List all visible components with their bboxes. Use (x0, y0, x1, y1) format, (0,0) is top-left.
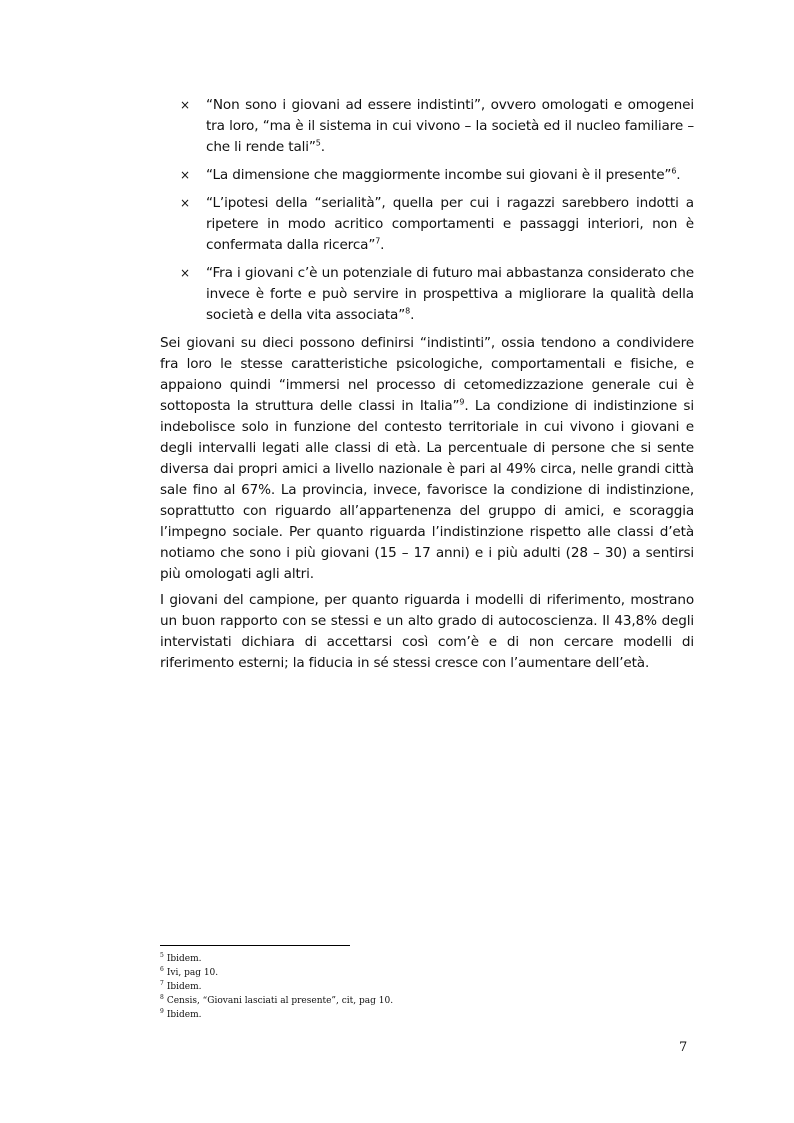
footnote (160, 994, 393, 1008)
footnote-number: 6 (160, 966, 164, 973)
page-number: 7 (679, 1040, 688, 1055)
footnote (160, 952, 393, 966)
list-item-tail: . (676, 167, 681, 183)
footnote-ref: 5 (315, 138, 321, 148)
list-item (160, 263, 694, 326)
list-item-tail: . (320, 139, 325, 155)
body-paragraph (160, 333, 694, 585)
footnote-text: Ibidem. (166, 954, 202, 964)
list-item (160, 193, 694, 256)
footnote (160, 1008, 393, 1022)
paragraph-text: Sei giovani su dieci possono definirsi “indistinti”, ossia tendono a condividere fra loro le stesse caratteristiche psicologiche, comportamentali e fisiche, e appaiono quindi “immersi nel processo di cetomedizzazione generale cui è sottoposta la struttura delle classi in Italia” (160, 335, 694, 414)
footnote-text: Censis, “Giovani lasciati al presente”, cit, pag 10. (166, 996, 394, 1006)
list-item-text: “Fra i giovani c’è un potenziale di futuro mai abbastanza considerato che invece è forte e può servire in prospettiva a migliorare la qualità della società e della vita associata” (206, 265, 694, 323)
list-item-tail: . (410, 307, 415, 323)
list-item-text: “Non sono i giovani ad essere indistinti”, ovvero omologati e omogenei tra loro, “ma è il sistema in cui vivono – la società ed il nucleo familiare – che li rende tali” (206, 97, 694, 155)
footnote-number: 7 (160, 980, 164, 987)
list-item-text: “L’ipotesi della “serialità”, quella per cui i ragazzi sarebbero indotti a ripetere in modo acritico comportamenti e passaggi interiori, non è confermata dalla ricerca” (206, 195, 694, 253)
footnotes (160, 952, 393, 1022)
footnote (160, 966, 393, 980)
quote-list (160, 95, 694, 333)
bullet-x-icon: × (180, 98, 191, 112)
footnote-divider (160, 945, 350, 946)
body-paragraph: I giovani del campione, per quanto riguarda i modelli di riferimento, mostrano un buon rapporto con se stessi e un alto grado di autocoscienza. Il 43,8% degli intervistati dichiara di accettarsi così com’è e di non cercare modelli di riferimento esterni; la fiducia in sé stessi cresce con l’aumentare dell’età. (160, 592, 694, 671)
footnote-text: Ibidem. (166, 1010, 202, 1020)
list-item (160, 165, 694, 186)
list-item (160, 95, 694, 158)
footnote-ref: 8 (405, 306, 411, 316)
footnote-ref: 7 (375, 236, 381, 246)
footnote-number: 9 (160, 1008, 164, 1015)
footnote-ref: 9 (459, 397, 465, 407)
footnote-number: 8 (160, 994, 164, 1001)
footnote-number: 5 (160, 952, 164, 959)
paragraph-text-continued: . La condizione di indistinzione si indebolisce solo in funzione del contesto territoriale in cui vivono i giovani e degli intervalli legati alle classi di età. La percentuale di persone che si sente diversa dai propri amici a livello nazionale è pari al 49% circa, nelle grandi città sale fino al 67%. La provincia, invece, favorisce la condizione di indistinzione, soprattutto con riguardo all’appartenenza del gruppo di amici, e scoraggia l’impegno sociale. Per quanto riguarda l’indistinzione rispetto alle classi d’età notiamo che sono i più giovani (15 – 17 anni) e i più adulti (28 – 30) a sentirsi più omologati agli altri. (160, 398, 694, 582)
bullet-x-icon: × (180, 196, 191, 210)
list-item-tail: . (380, 237, 385, 253)
footnote-ref: 6 (671, 166, 677, 176)
bullet-x-icon: × (180, 266, 191, 280)
bullet-x-icon: × (180, 168, 191, 182)
footnote (160, 980, 393, 994)
list-item-text: “La dimensione che maggiormente incombe sui giovani è il presente” (206, 167, 672, 183)
footnote-text: Ivi, pag 10. (166, 968, 219, 978)
footnote-text: Ibidem. (166, 982, 202, 992)
